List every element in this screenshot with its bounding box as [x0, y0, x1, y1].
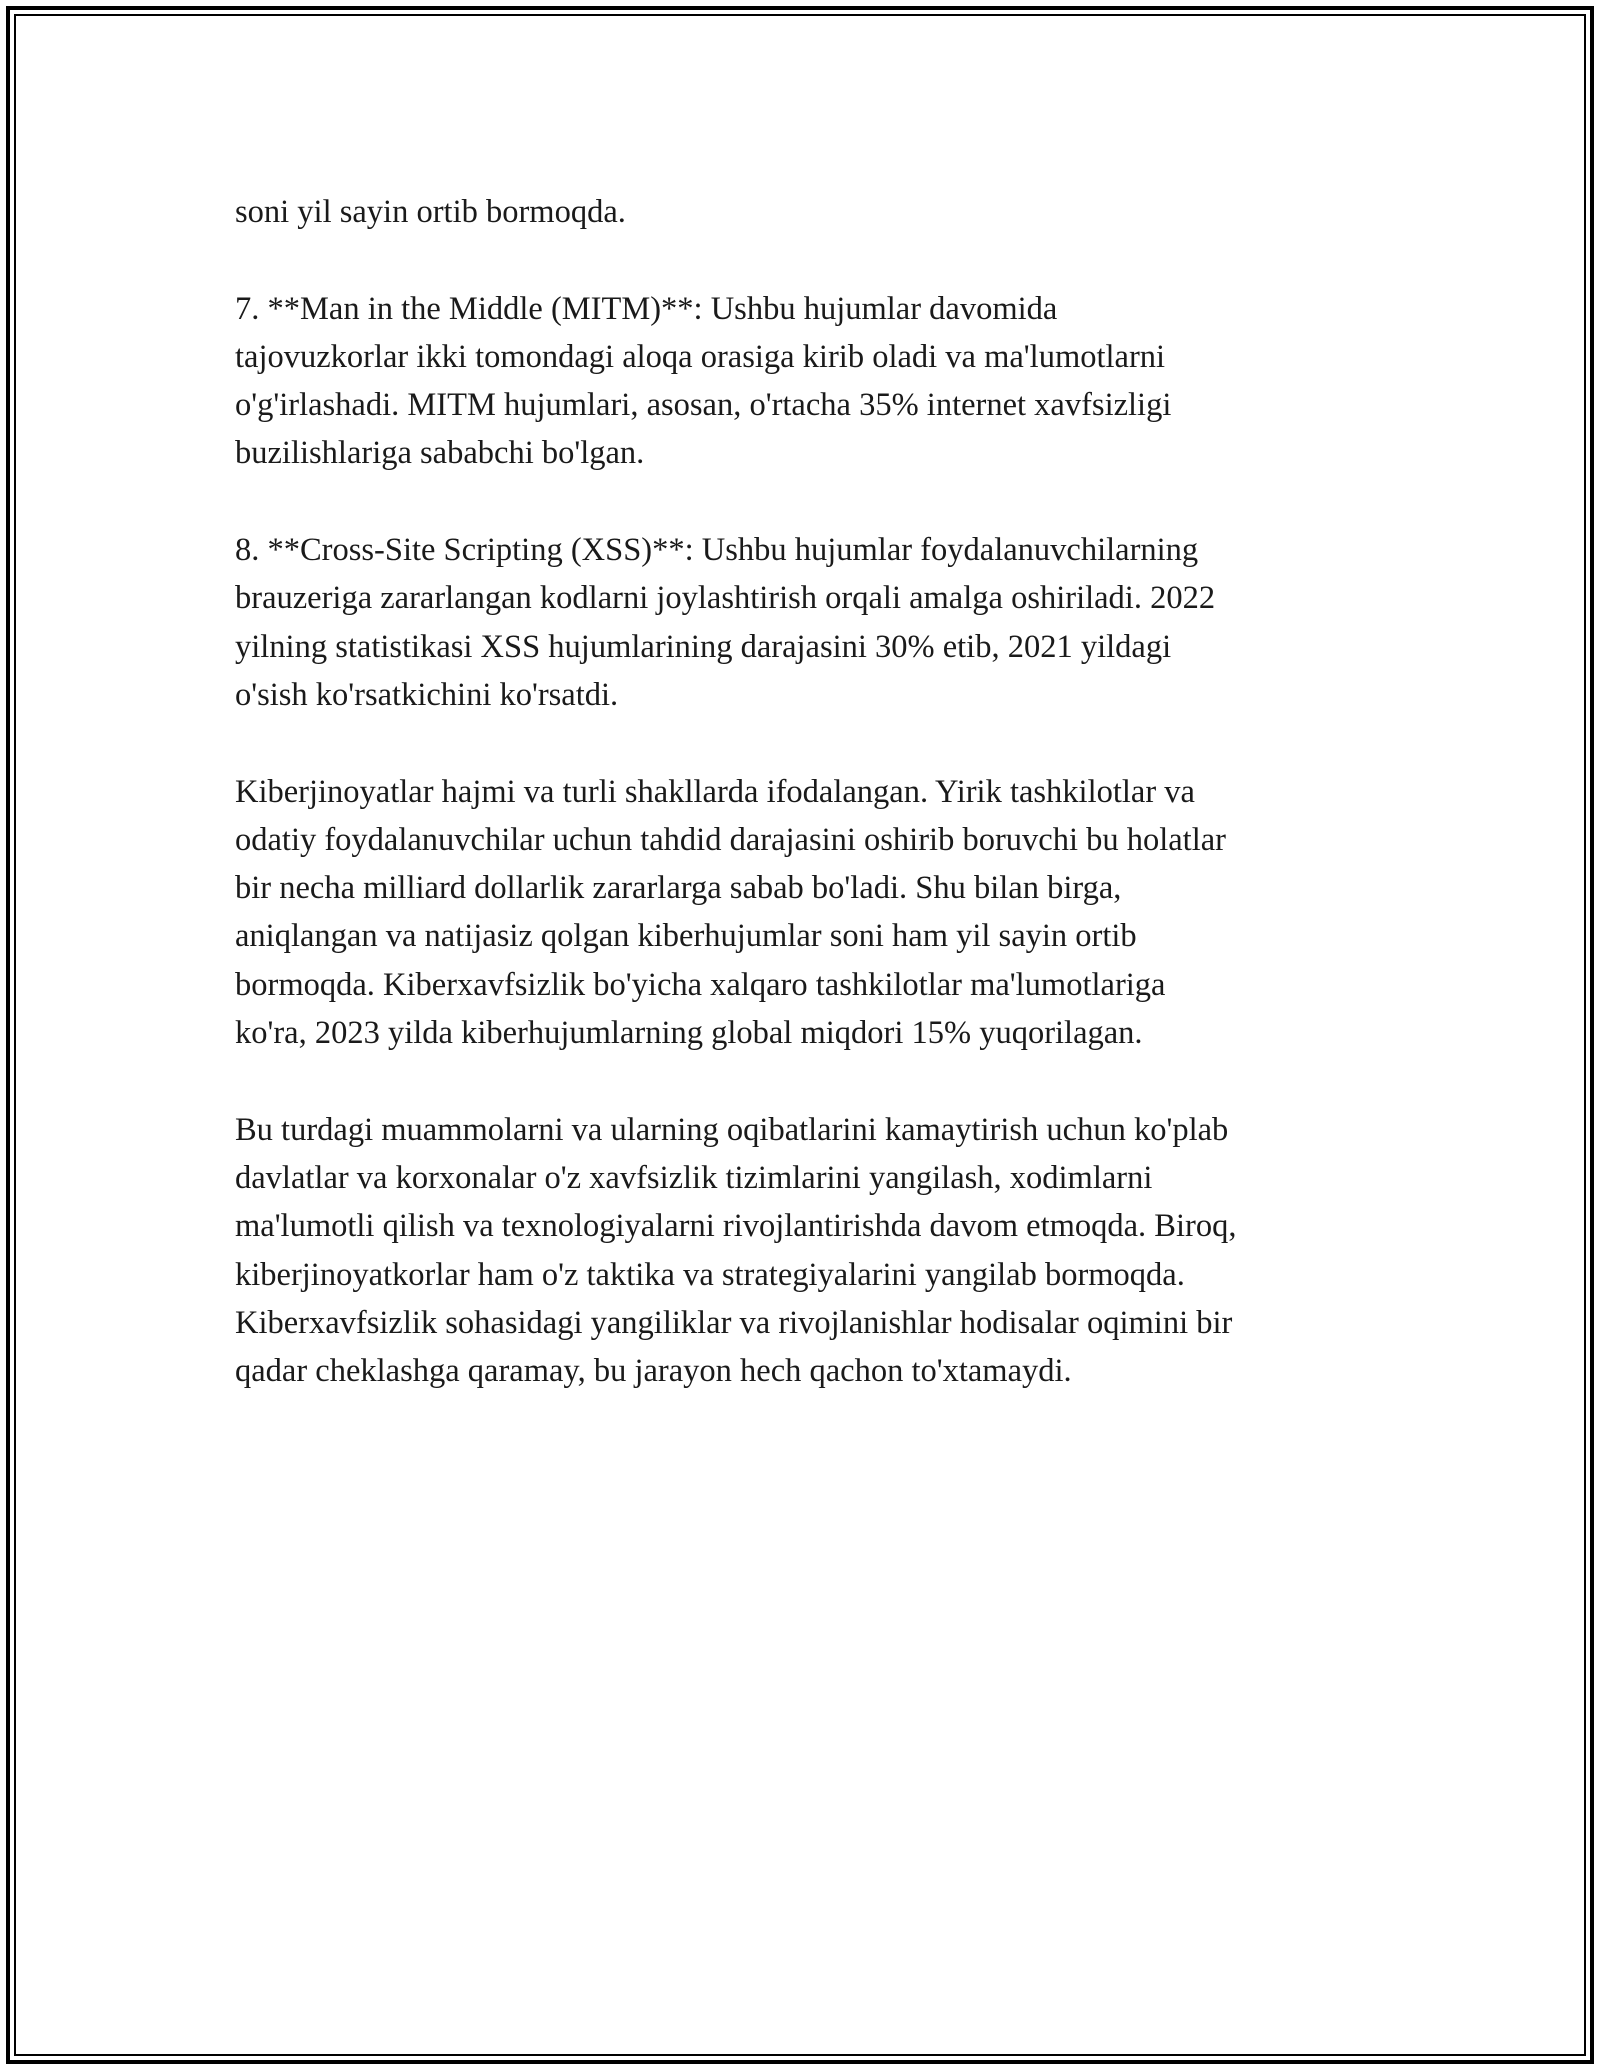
text-line: 8. **Cross-Site Scripting (XSS)**: Ushbu hujumlar foydalanuvchilarning: [235, 532, 1199, 569]
text-line: davlatlar va korxonalar o'z xavfsizlik tizimlarini yangilash, xodimlarni: [235, 1159, 1153, 1196]
text-line: Kiberxavfsizlik sohasidagi yangiliklar va rivojlanishlar hodisalar oqimini bir: [235, 1304, 1233, 1341]
text-line: o'g'irlashadi. MITM hujumlari, asosan, o'rtacha 35% internet xavfsizligi: [235, 387, 1172, 424]
text-line: o'sish ko'rsatkichini ko'rsatdi.: [235, 676, 619, 713]
text-line: 7. **Man in the Middle (MITM)**: Ushbu hujumlar davomida: [235, 290, 1058, 327]
document-body: [235, 188, 1375, 1444]
paragraph-cybercrime-volume: [235, 768, 1375, 1058]
text-line: buzilishlariga sababchi bo'lgan.: [235, 435, 645, 472]
text-line: bormoqda. Kiberxavfsizlik bo'yicha xalqaro tashkilotlar ma'lumotlariga: [235, 966, 1166, 1003]
text-line: ko'ra, 2023 yilda kiberhujumlarning global miqdori 15% yuqorilagan.: [235, 1015, 1143, 1052]
paragraph-mitm: [235, 285, 1375, 478]
text-line: soni yil sayin ortib bormoqda.: [235, 194, 626, 230]
paragraph-xss: [235, 526, 1375, 719]
text-line: odatiy foydalanuvchilar uchun tahdid darajasini oshirib boruvchi bu holatlar: [235, 821, 1226, 858]
paragraph-continuation: [235, 188, 1375, 236]
text-line: tajovuzkorlar ikki tomondagi aloqa orasiga kirib oladi va ma'lumotlarni: [235, 338, 1166, 375]
text-line: kiberjinoyatkorlar ham o'z taktika va strategiyalarini yangilab bormoqda.: [235, 1256, 1185, 1293]
text-line: yilning statistikasi XSS hujumlarining darajasini 30% etib, 2021 yildagi: [235, 628, 1172, 665]
text-line: brauzeriga zararlangan kodlarni joylashtirish orqali amalga oshiriladi. 2022: [235, 580, 1216, 617]
text-line: bir necha milliard dollarlik zararlarga sabab bo'ladi. Shu bilan birga,: [235, 870, 1122, 907]
text-line: qadar cheklashga qaramay, bu jarayon hech qachon to'xtamaydi.: [235, 1353, 1072, 1390]
text-line: Bu turdagi muammolarni va ularning oqibatlarini kamaytirish uchun ko'plab: [235, 1111, 1229, 1148]
text-line: Kiberjinoyatlar hajmi va turli shakllarda ifodalangan. Yirik tashkilotlar va: [235, 773, 1195, 810]
paragraph-mitigation: [235, 1106, 1375, 1396]
text-line: ma'lumotli qilish va texnologiyalarni rivojlantirishda davom etmoqda. Biroq,: [235, 1208, 1237, 1245]
text-line: aniqlangan va natijasiz qolgan kiberhujumlar soni ham yil sayin ortib: [235, 918, 1137, 955]
